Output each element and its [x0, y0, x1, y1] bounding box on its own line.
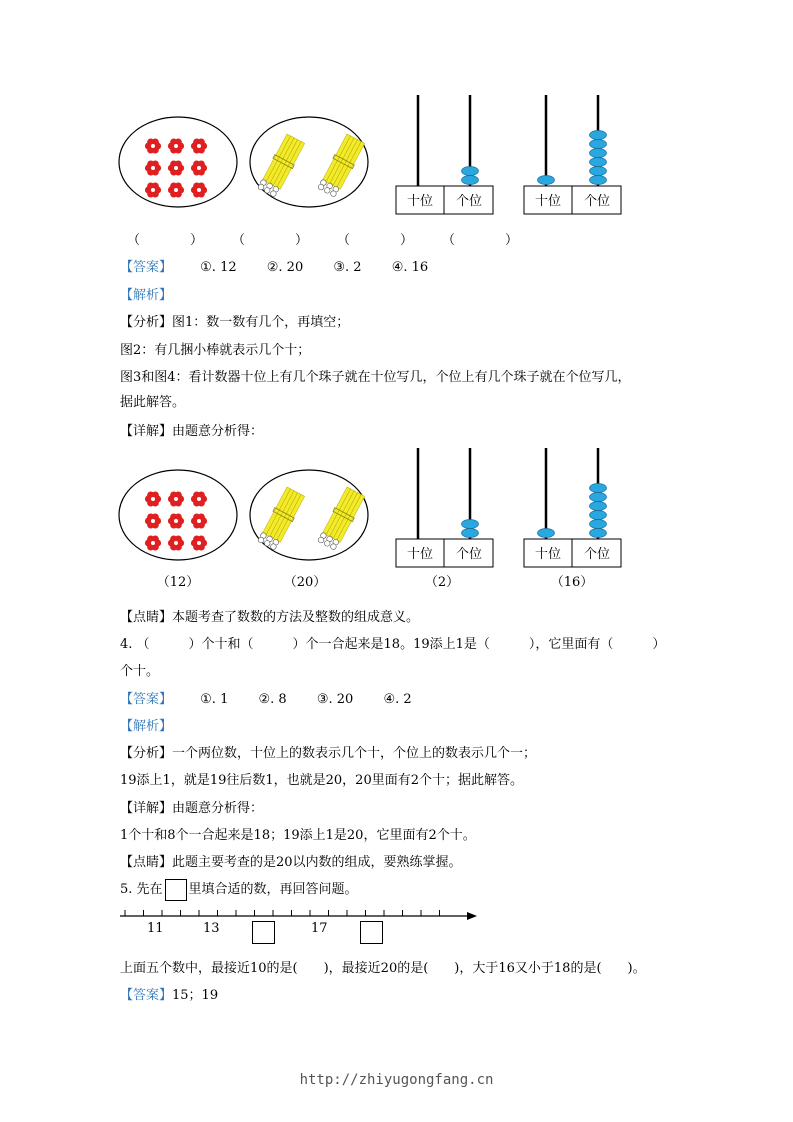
q5-question-2: 上面五个数中，最接近10的是( )，最接近20的是( )，大于16又小于18的是( )。 [120, 961, 646, 976]
figure-label-3: （2） [424, 575, 460, 590]
svg-text:个位: 个位 [455, 194, 483, 209]
figure-label-2: （20） [283, 575, 327, 590]
answer-2: ②. 8 [258, 692, 287, 707]
blank-box-icon [360, 921, 383, 944]
analysis-line-1: 【分析】图1：数一数有几个，再填空； [120, 315, 350, 330]
answer-4: ④. 16 [391, 260, 429, 275]
detail-line: 【详解】由题意分析得： [120, 801, 264, 816]
svg-text:个位: 个位 [455, 547, 483, 562]
number-line [115, 906, 485, 948]
figure-label-4: （16） [550, 575, 594, 590]
detail-line: 【详解】由题意分析得： [120, 424, 264, 439]
figure-label-1: （12） [156, 575, 200, 590]
q5-question [120, 878, 358, 901]
analysis-line-1: 【分析】一个两位数，十位上的数表示几个十，个位上的数表示几个一； [120, 746, 537, 761]
blank-box-icon [165, 879, 187, 901]
detail-line-2: 1个十和8个一合起来是18；19添上1是20，它里面有2个十。 [120, 828, 476, 843]
jiexi-label: 【解析】 [120, 719, 173, 734]
q5-answer-line [120, 984, 218, 1003]
abacus-16 [524, 448, 621, 567]
answer-text: 15；19 [172, 988, 219, 1003]
svg-text:个位: 个位 [583, 194, 611, 209]
analysis-line-2: 19添上1，就是19往后数1，也就是20，20里面有2个十；据此解答。 [120, 773, 523, 788]
svg-text:十位: 十位 [534, 547, 562, 562]
tip-line: 【点睛】此题主要考查的是20以内数的组成，要熟练掌握。 [120, 855, 462, 870]
answer-2: ②. 20 [266, 260, 304, 275]
answer-4: ④. 2 [383, 692, 412, 707]
abacus-16 [524, 95, 621, 214]
answer-3: ③. 2 [333, 260, 362, 275]
answer-label: 【答案】 [120, 260, 173, 275]
flowers-icon [145, 139, 207, 198]
analysis-line-4: 据此解答。 [120, 395, 186, 410]
svg-text:十位: 十位 [406, 194, 434, 209]
blank-box-icon [252, 921, 275, 944]
abacus-2 [396, 448, 493, 567]
q4-question-cont: 个十。 [120, 664, 160, 679]
q4-question: 4. （ ）个十和（ ）个一合起来是18。19添上1是（ ），它里面有（ ） [120, 637, 666, 652]
q5-suffix: 里填合适的数，再回答问题。 [188, 882, 358, 897]
svg-text:十位: 十位 [534, 194, 562, 209]
tick-label: 11 [147, 921, 164, 936]
footer-url: http://zhiyugongfang.cn [299, 1072, 494, 1088]
answer-1: ①. 1 [200, 692, 229, 707]
analysis-line-3: 图3和图4：看计数器十位上有几个珠子就在十位写几，个位上有几个珠子就在个位写几， [120, 370, 631, 385]
answer-label: 【答案】 [120, 692, 173, 707]
abacus-2 [396, 95, 493, 214]
figure-row-1 [115, 90, 635, 220]
answer-label: 【答案】 [120, 988, 173, 1003]
answer-1: ①. 12 [200, 260, 237, 275]
tick-label: 17 [311, 921, 328, 936]
flowers-icon [145, 492, 207, 551]
analysis-line-2: 图2：有几捆小棒就表示几个十； [120, 343, 311, 358]
q3-answer-line [120, 256, 428, 275]
figure-row-2 [115, 440, 635, 570]
jiexi-label: 【解析】 [120, 288, 173, 303]
tip-line: 【点睛】本题考查了数数的方法及整数的组成意义。 [120, 610, 420, 625]
stick-bundles-icon [257, 487, 365, 552]
q5-prefix: 5. 先在 [120, 882, 163, 897]
stick-bundles-icon [257, 134, 365, 199]
answer-3: ③. 20 [316, 692, 354, 707]
svg-text:十位: 十位 [406, 547, 434, 562]
tick-label: 13 [203, 921, 220, 936]
svg-text:个位: 个位 [583, 547, 611, 562]
q4-answer-line [120, 688, 412, 707]
